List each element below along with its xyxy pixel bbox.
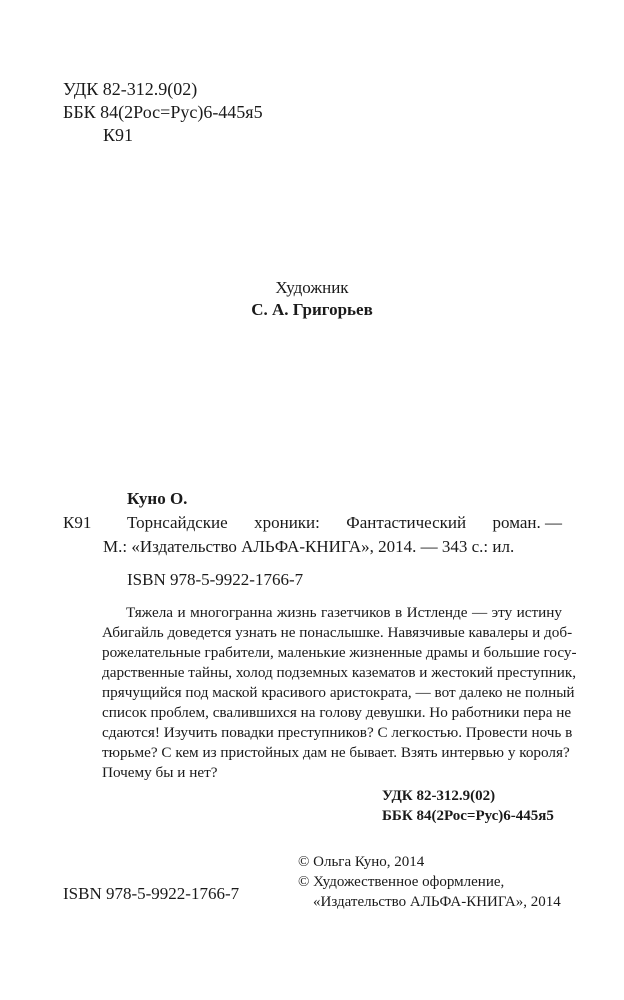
annotation-line: Абигайль доведется узнать не понаслышке. Навязчивые кавалеры и доб-: [102, 624, 573, 641]
copyright-publisher: «Издательство АЛЬФА-КНИГА», 2014: [313, 894, 561, 910]
card-title-line: [127, 513, 562, 533]
annotation-line: тюрьме? С кем из пристойных дам не бывает. Взять интервью у короля?: [102, 744, 570, 761]
card-title-word: роман. —: [492, 513, 562, 532]
annotation-line: Тяжела и многогранна жизнь газетчиков в Истленде — эту истину: [126, 604, 562, 621]
bottom-udk-code: УДК 82-312.9(02): [382, 788, 496, 804]
bottom-bbk-code: ББК 84(2Рос=Рус)6-445я5: [382, 808, 554, 824]
card-title-word: хроники:: [254, 513, 320, 532]
annotation-line: сдаются! Изучить повадки преступников? С легкостью. Провести ночь в: [102, 724, 573, 741]
annotation-line: Почему бы и нет?: [102, 764, 218, 781]
annotation-line: дарственные тайны, холод подземных казематов и жестокий преступник,: [102, 664, 577, 681]
card-author: Куно О.: [127, 489, 188, 508]
annotation-line: рожелательные грабители, маленькие жизненные драмы и большие госу-: [102, 644, 577, 661]
illustrator-name: С. А. Григорьев: [251, 300, 373, 319]
annotation-line: прячущийся под маской красивого аристократа, — вот далеко не полный: [102, 684, 575, 701]
card-title-word: Торнсайдские: [127, 513, 228, 532]
annotation-line: список проблем, свалившихся на голову девушки. Но работники пера не: [102, 704, 572, 721]
copyright-design: © Художественное оформление,: [298, 874, 505, 890]
card-author-mark: К91: [63, 513, 92, 532]
card-publisher-line: М.: «Издательство АЛЬФА-КНИГА», 2014. — 343 с.: ил.: [103, 537, 515, 556]
illustrator-label: Художник: [275, 278, 349, 297]
author-mark: К91: [103, 125, 134, 145]
udk-code: УДК 82-312.9(02): [63, 79, 198, 99]
annotation: [102, 603, 577, 783]
card-title-word: Фантастический: [346, 513, 467, 532]
card-isbn: ISBN 978-5-9922-1766-7: [127, 570, 304, 589]
bbk-code: ББК 84(2Рос=Рус)6-445я5: [63, 102, 263, 122]
bottom-isbn: ISBN 978-5-9922-1766-7: [63, 884, 240, 903]
copyright-author: © Ольга Куно, 2014: [298, 854, 425, 870]
